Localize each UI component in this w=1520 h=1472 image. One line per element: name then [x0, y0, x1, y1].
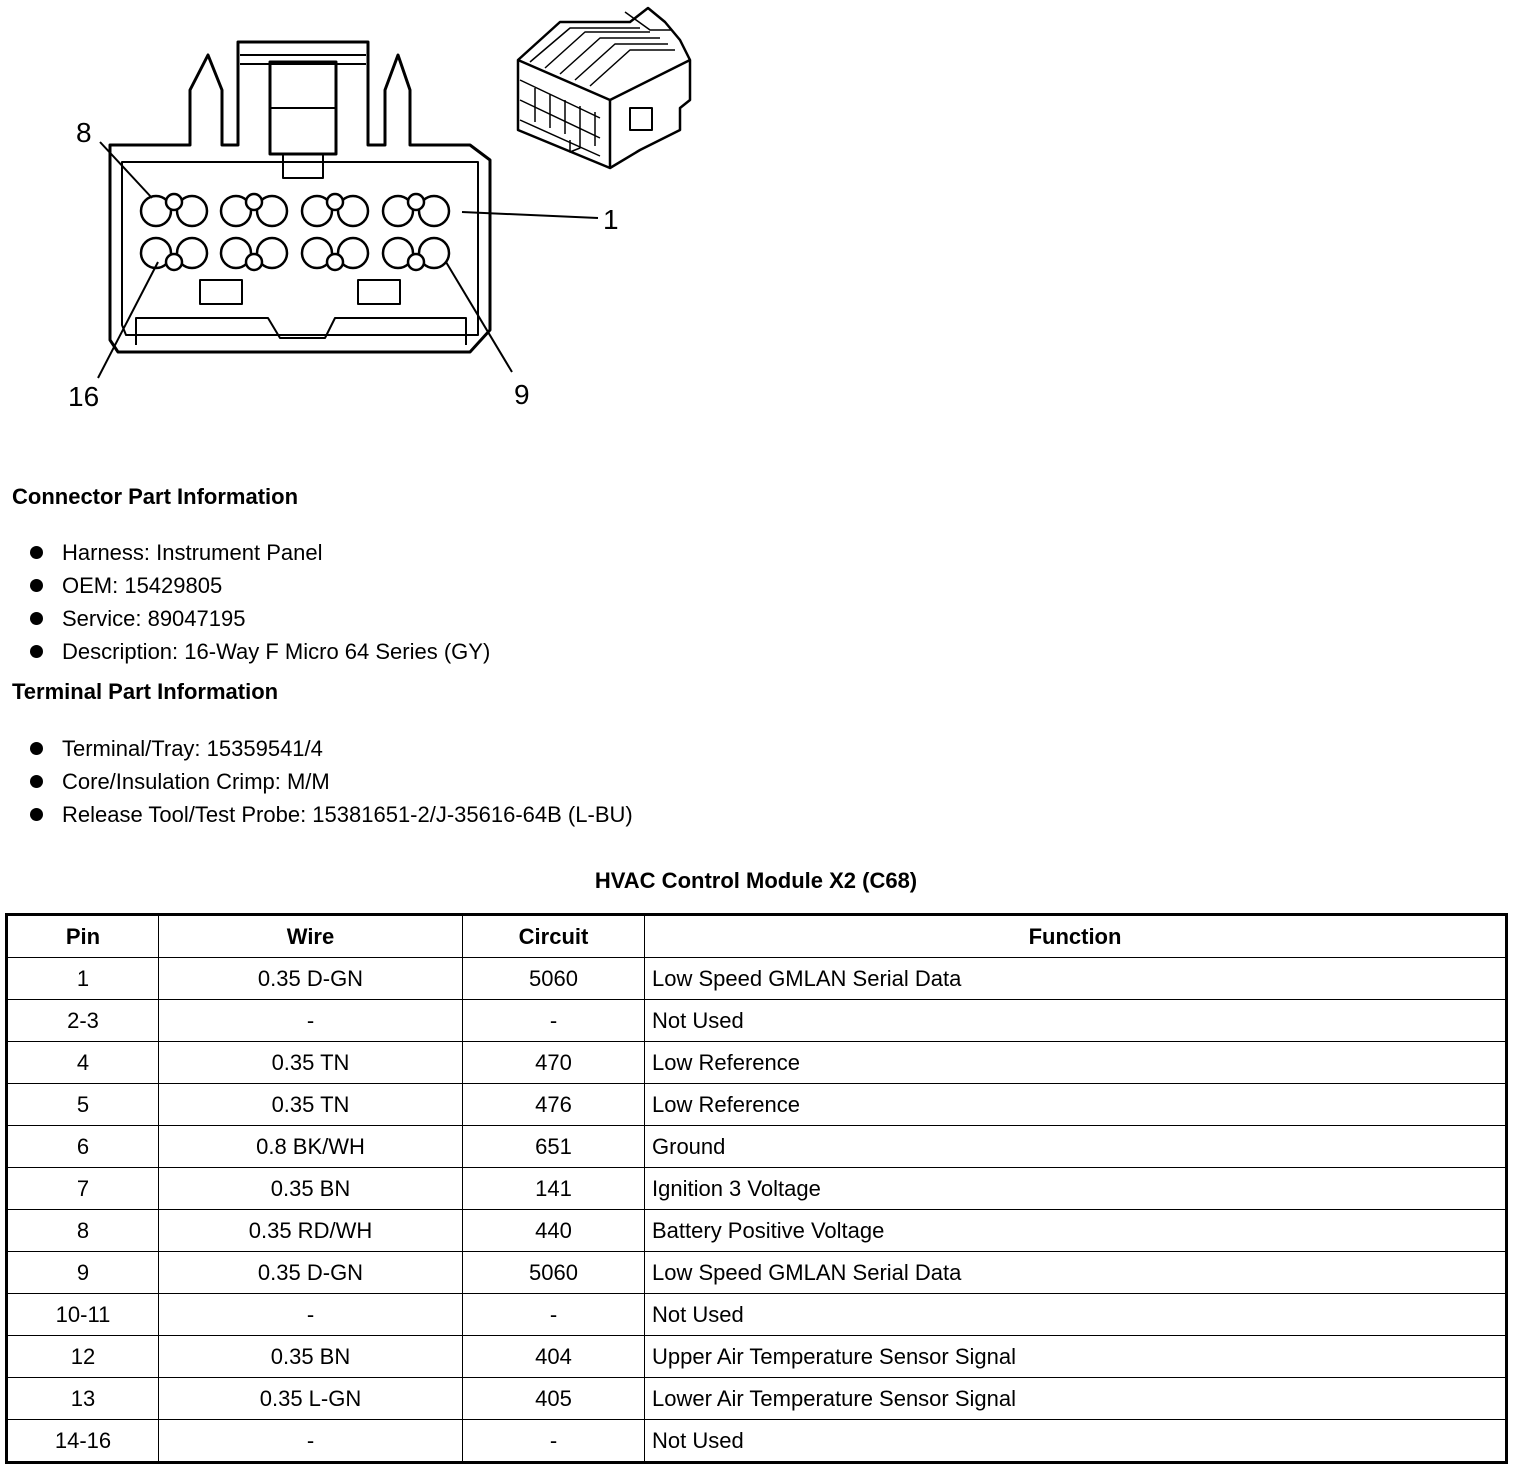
cell-function: Upper Air Temperature Sensor Signal: [645, 1336, 1507, 1378]
pin-label-8: 8: [76, 117, 92, 148]
cell-circuit: 5060: [463, 1252, 645, 1294]
cell-circuit: 5060: [463, 958, 645, 1000]
connector-diagram: [0, 0, 760, 440]
cell-circuit: 440: [463, 1210, 645, 1252]
table-row: [7, 1336, 1507, 1378]
cell-circuit: 404: [463, 1336, 645, 1378]
list-item-text: OEM: 15429805: [62, 573, 223, 598]
cell-wire: 0.35 BN: [159, 1336, 463, 1378]
list-item-text: Description: 16-Way F Micro 64 Series (GY): [62, 639, 491, 664]
cell-function: Ignition 3 Voltage: [645, 1168, 1507, 1210]
terminal-cavity-pair: [302, 238, 368, 270]
terminal-cavity-pair: [383, 238, 449, 270]
cell-wire: -: [159, 1000, 463, 1042]
cell-circuit: 470: [463, 1042, 645, 1084]
cell-circuit: 651: [463, 1126, 645, 1168]
cell-function: Low Speed GMLAN Serial Data: [645, 958, 1507, 1000]
terminal-cavity-pair: [302, 194, 368, 226]
list-item: [30, 765, 633, 798]
bullet-icon: [30, 775, 43, 788]
table-header-row: [7, 915, 1507, 958]
column-header-circuit: Circuit: [463, 915, 645, 958]
list-item-text: Core/Insulation Crimp: M/M: [62, 769, 330, 794]
terminal-cavity-pair: [221, 194, 287, 226]
column-header-pin: Pin: [7, 915, 159, 958]
cell-wire: 0.8 BK/WH: [159, 1126, 463, 1168]
cell-pin: 14-16: [7, 1420, 159, 1463]
terminal-cavity-pair: [383, 194, 449, 226]
list-item-text: Release Tool/Test Probe: 15381651-2/J-35616-64B (L-BU): [62, 802, 633, 827]
cell-circuit: -: [463, 1420, 645, 1463]
table-row: [7, 1000, 1507, 1042]
cell-wire: 0.35 TN: [159, 1042, 463, 1084]
bullet-icon: [30, 546, 43, 559]
cell-pin: 12: [7, 1336, 159, 1378]
cell-wire: 0.35 TN: [159, 1084, 463, 1126]
terminal-info-list: [30, 732, 633, 831]
table-row: [7, 1294, 1507, 1336]
pin-label-9: 9: [514, 379, 530, 410]
cell-function: Not Used: [645, 1294, 1507, 1336]
cell-pin: 6: [7, 1126, 159, 1168]
bullet-icon: [30, 645, 43, 658]
table-row: [7, 1168, 1507, 1210]
cell-circuit: 476: [463, 1084, 645, 1126]
cell-wire: -: [159, 1420, 463, 1463]
cell-circuit: 405: [463, 1378, 645, 1420]
cell-pin: 1: [7, 958, 159, 1000]
connector-3d-view: [518, 8, 690, 168]
list-item: [30, 635, 490, 668]
table-row: [7, 1042, 1507, 1084]
cell-function: Low Speed GMLAN Serial Data: [645, 1252, 1507, 1294]
cell-pin: 10-11: [7, 1294, 159, 1336]
pinout-table: [5, 913, 1508, 1464]
cell-wire: 0.35 D-GN: [159, 1252, 463, 1294]
cell-pin: 4: [7, 1042, 159, 1084]
bullet-icon: [30, 808, 43, 821]
list-item-text: Harness: Instrument Panel: [62, 540, 323, 565]
cell-pin: 13: [7, 1378, 159, 1420]
column-header-wire: Wire: [159, 915, 463, 958]
cell-function: Not Used: [645, 1420, 1507, 1463]
cell-circuit: -: [463, 1294, 645, 1336]
cell-pin: 5: [7, 1084, 159, 1126]
table-row: [7, 1378, 1507, 1420]
connector-info-list: [30, 536, 490, 668]
cell-circuit: 141: [463, 1168, 645, 1210]
table-row: [7, 1420, 1507, 1463]
list-item: [30, 732, 633, 765]
terminal-info-title: Terminal Part Information: [12, 679, 279, 704]
terminal-cavity-pair: [141, 194, 207, 226]
list-item: [30, 536, 490, 569]
table-row: [7, 958, 1507, 1000]
table-title: HVAC Control Module X2 (C68): [594, 868, 918, 893]
cell-circuit: -: [463, 1000, 645, 1042]
cell-function: Lower Air Temperature Sensor Signal: [645, 1378, 1507, 1420]
cell-pin: 7: [7, 1168, 159, 1210]
cell-wire: 0.35 L-GN: [159, 1378, 463, 1420]
cell-pin: 8: [7, 1210, 159, 1252]
bullet-icon: [30, 742, 43, 755]
cell-wire: -: [159, 1294, 463, 1336]
column-header-function: Function: [645, 915, 1507, 958]
cell-function: Not Used: [645, 1000, 1507, 1042]
pin-label-1: 1: [603, 204, 619, 235]
cell-pin: 9: [7, 1252, 159, 1294]
connector-info-title: Connector Part Information: [12, 484, 299, 509]
list-item: [30, 602, 490, 635]
list-item-text: Service: 89047195: [62, 606, 246, 631]
cell-wire: 0.35 RD/WH: [159, 1210, 463, 1252]
bullet-icon: [30, 579, 43, 592]
terminal-cavity-pair: [221, 238, 287, 270]
cell-wire: 0.35 D-GN: [159, 958, 463, 1000]
list-item: [30, 798, 633, 831]
list-item: [30, 569, 490, 602]
cell-function: Low Reference: [645, 1042, 1507, 1084]
list-item-text: Terminal/Tray: 15359541/4: [62, 736, 323, 761]
cell-pin: 2-3: [7, 1000, 159, 1042]
pin-label-16: 16: [68, 381, 100, 412]
table-row: [7, 1210, 1507, 1252]
table-row: [7, 1084, 1507, 1126]
cell-wire: 0.35 BN: [159, 1168, 463, 1210]
table-row: [7, 1252, 1507, 1294]
bullet-icon: [30, 612, 43, 625]
cell-function: Low Reference: [645, 1084, 1507, 1126]
cell-function: Battery Positive Voltage: [645, 1210, 1507, 1252]
terminal-cavity-pair: [141, 238, 207, 270]
cell-function: Ground: [645, 1126, 1507, 1168]
table-row: [7, 1126, 1507, 1168]
